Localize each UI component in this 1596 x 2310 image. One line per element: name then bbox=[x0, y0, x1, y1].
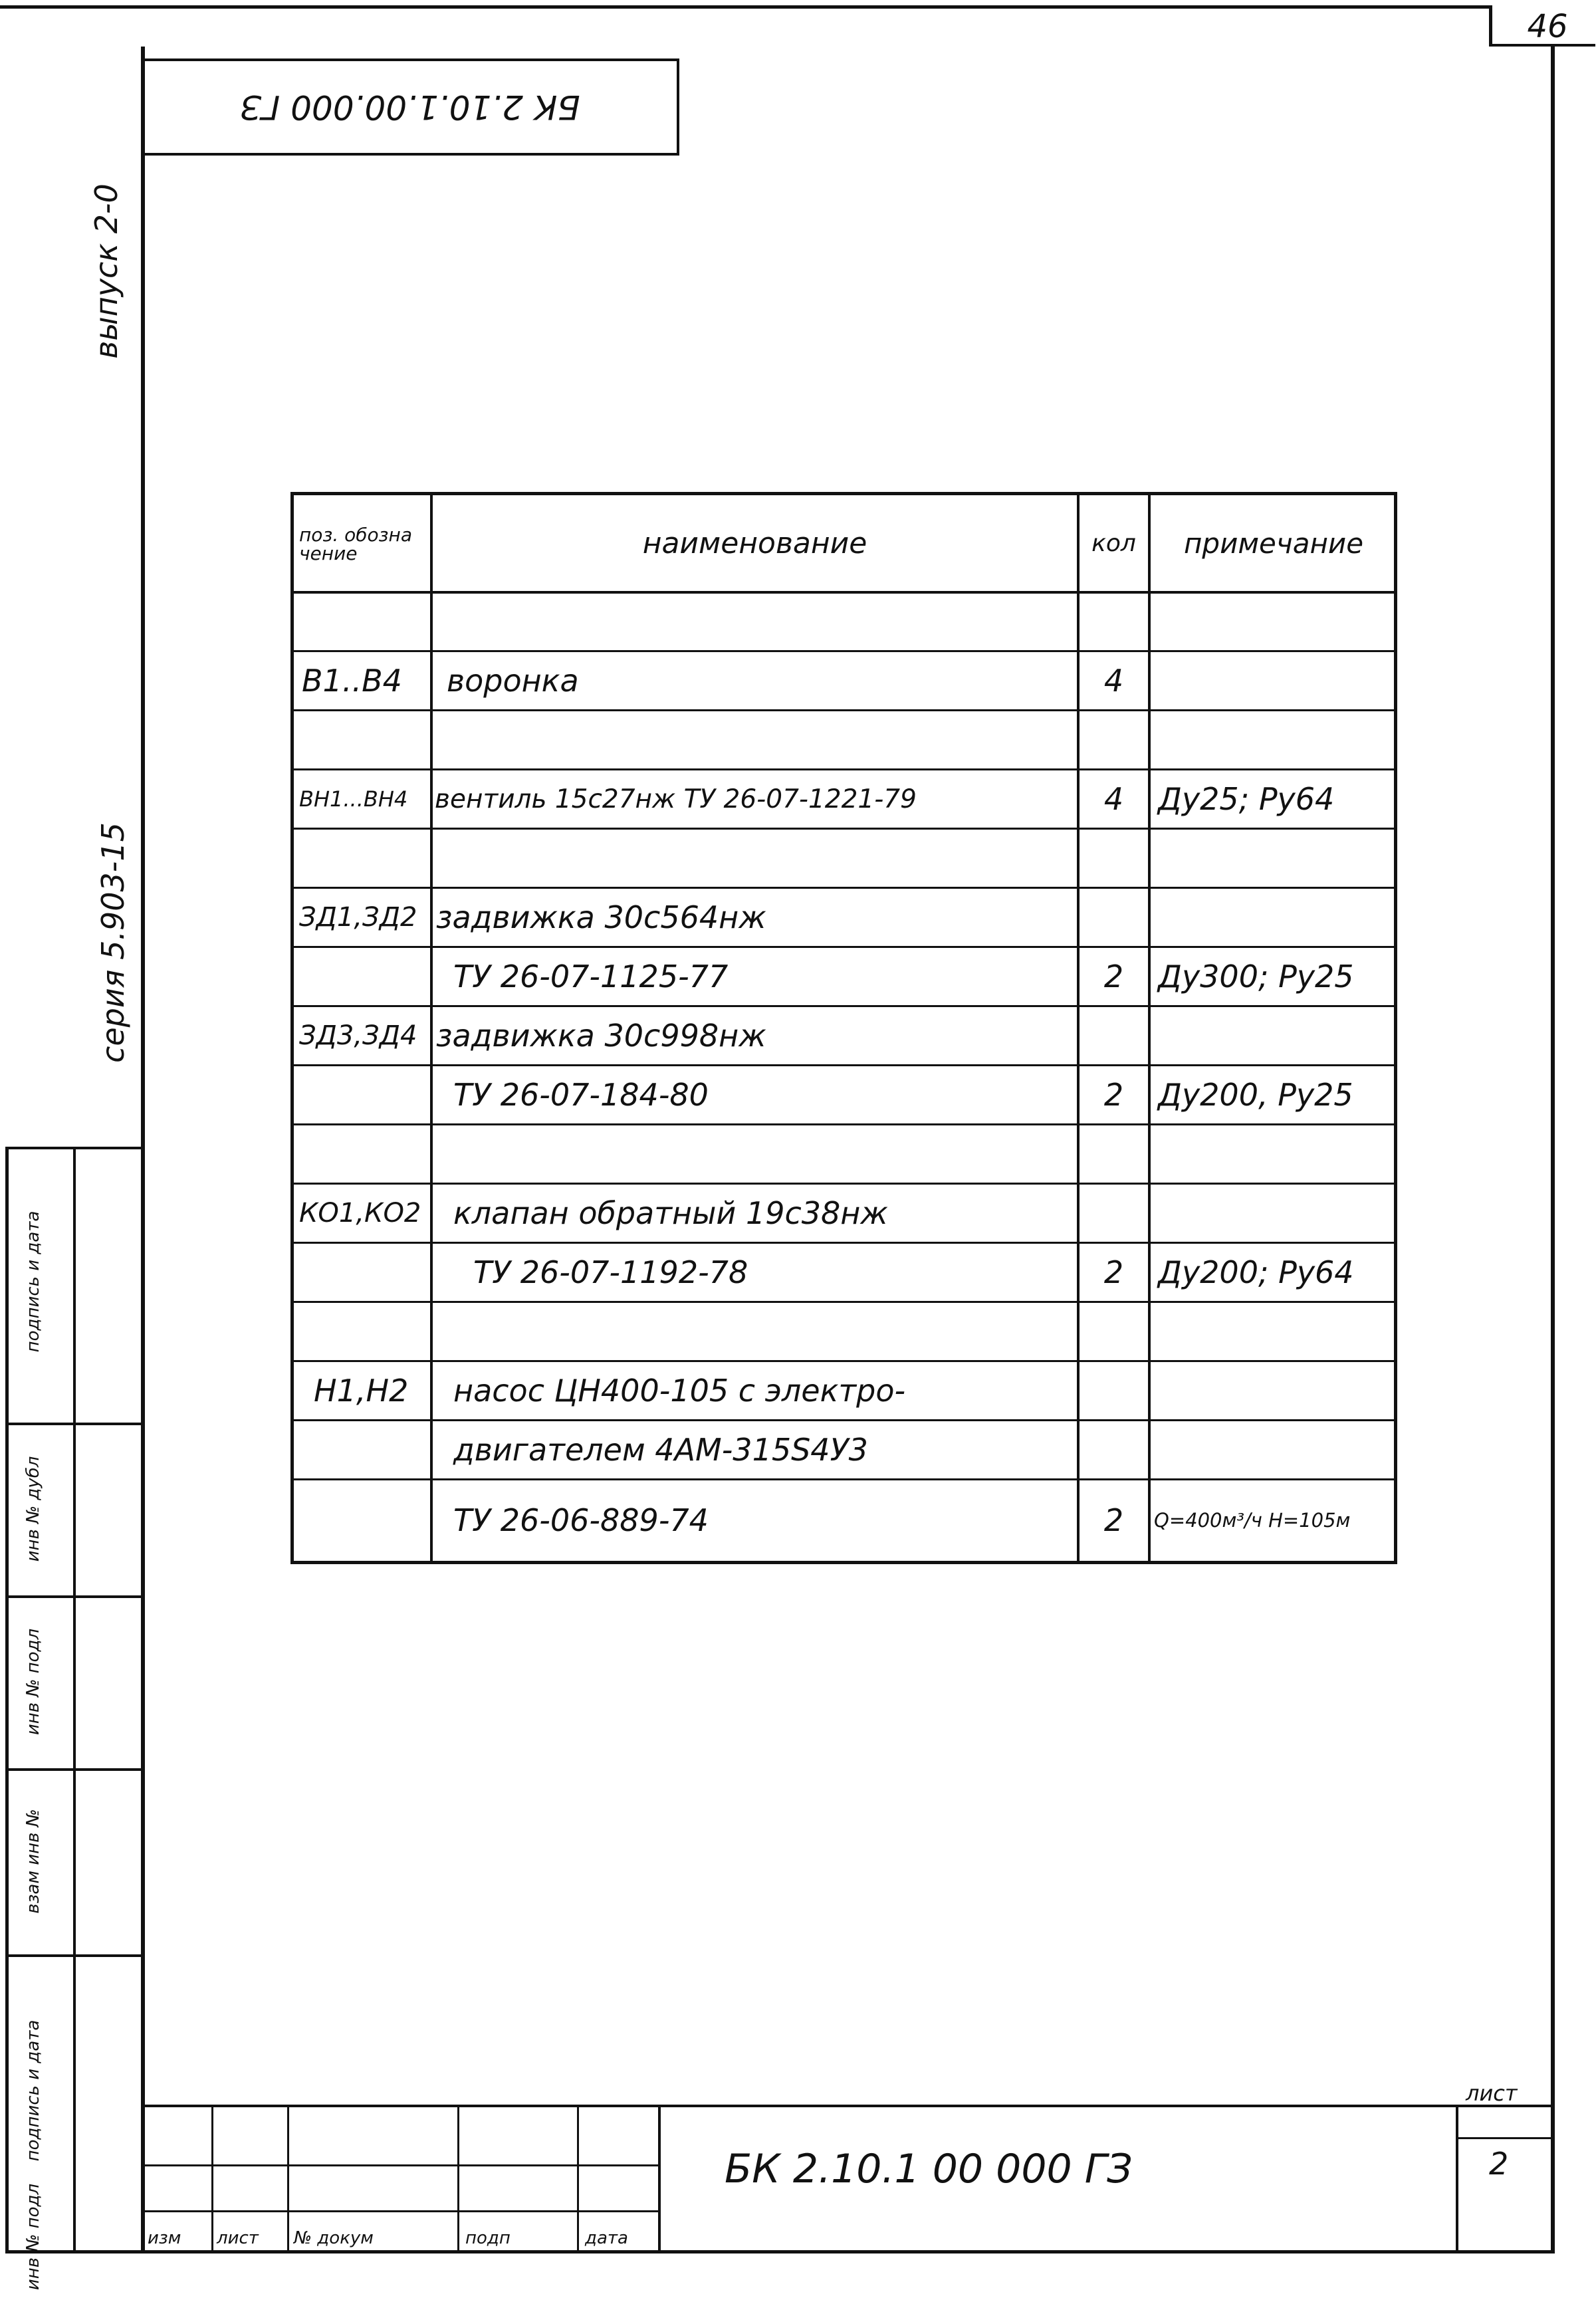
table-cell-name: клапан обратный 19с38нж bbox=[453, 1195, 888, 1231]
table-cell-name: ТУ 26-07-1192-78 bbox=[473, 1254, 748, 1290]
table-cell-name: задвижка 30с998нж bbox=[436, 1018, 766, 1054]
title-col-date: дата bbox=[585, 2228, 628, 2248]
table-cell-note: Ду200, Ру25 bbox=[1158, 1077, 1353, 1113]
table-cell-qty: 4 bbox=[1103, 663, 1124, 699]
table-cell-qty: 4 bbox=[1103, 781, 1124, 817]
stamp-label-sign-date-2: подпись и дата bbox=[23, 2020, 43, 2162]
series-label: серия 5.903-15 bbox=[95, 822, 131, 1063]
row-divider bbox=[294, 709, 1394, 711]
header-qty: кол bbox=[1091, 529, 1136, 557]
stamp-strip-rule-2 bbox=[5, 1595, 141, 1598]
table-cell-qty: 2 bbox=[1103, 959, 1124, 994]
stamp-strip-rule-4 bbox=[5, 1954, 141, 1957]
title-block-code-divider bbox=[658, 2105, 661, 2253]
table-cell-note: Q=400м³/ч Н=105м bbox=[1154, 1509, 1351, 1532]
page-number-box-left bbox=[1489, 5, 1492, 47]
inverted-code-stamp bbox=[141, 58, 679, 156]
table-cell-designation: В1..В4 bbox=[302, 663, 402, 699]
header-designation: поз. обозна чение bbox=[299, 524, 413, 564]
header-name: наименование bbox=[642, 526, 867, 560]
table-cell-name: вентиль 15с27нж ТУ 26-07-1221-79 bbox=[435, 784, 917, 814]
table-cell-qty: 2 bbox=[1103, 1502, 1124, 1538]
stamp-strip-rule-1 bbox=[5, 1423, 141, 1425]
top-border bbox=[0, 5, 1489, 9]
stamp-strip-divider bbox=[73, 1147, 76, 2253]
table-cell-designation: ВН1...ВН4 bbox=[299, 786, 408, 812]
title-block-rule-2 bbox=[141, 2210, 659, 2212]
row-divider bbox=[294, 1123, 1394, 1125]
table-cell-name: ТУ 26-07-1125-77 bbox=[453, 959, 729, 994]
table-cell-name: насос ЦН400-105 с электро- bbox=[453, 1373, 906, 1409]
col-divider-1 bbox=[430, 495, 433, 1561]
sheet-number: 2 bbox=[1489, 2146, 1509, 2182]
title-block-sheet-divider bbox=[1456, 2105, 1458, 2253]
table-cell-name: ТУ 26-07-184-80 bbox=[453, 1077, 709, 1113]
title-col-list: лист bbox=[217, 2228, 259, 2248]
table-cell-designation: Н1,Н2 bbox=[314, 1373, 409, 1409]
table-cell-designation: ЗД3,ЗД4 bbox=[299, 1020, 417, 1051]
header-note: примечание bbox=[1183, 526, 1364, 560]
title-block-col bbox=[577, 2105, 579, 2253]
title-col-doc: № докум bbox=[294, 2228, 374, 2248]
frame-right-border bbox=[1551, 47, 1555, 2253]
table-cell-name: задвижка 30с564нж bbox=[436, 899, 766, 935]
stamp-label-orig-no: инв № подл bbox=[23, 1628, 43, 1736]
table-cell-qty: 2 bbox=[1103, 1254, 1124, 1290]
specification-table bbox=[290, 492, 1397, 1564]
page-number: 46 bbox=[1527, 8, 1568, 45]
table-cell-designation: ЗД1,ЗД2 bbox=[299, 902, 417, 933]
title-block-col bbox=[457, 2105, 459, 2253]
stamp-strip-left-border bbox=[5, 1147, 9, 2253]
row-divider bbox=[294, 1301, 1394, 1303]
stamp-label-orig-no-2: инв № подл bbox=[23, 2183, 43, 2291]
col-divider-3 bbox=[1148, 495, 1151, 1561]
inverted-code-text: БК 2.10.1.00.000 ГЗ bbox=[240, 88, 580, 126]
title-block-rule-1 bbox=[141, 2164, 659, 2166]
row-divider bbox=[294, 828, 1394, 830]
table-cell-name: двигателем 4АМ-315S4У3 bbox=[453, 1432, 868, 1468]
stamp-strip-rule-3 bbox=[5, 1768, 141, 1771]
sheet-label: лист bbox=[1466, 2081, 1518, 2106]
table-cell-name: воронка bbox=[447, 663, 579, 699]
table-cell-qty: 2 bbox=[1103, 1077, 1124, 1113]
table-cell-note: Ду25; Ру64 bbox=[1158, 781, 1335, 817]
title-block-sheet-rule bbox=[1456, 2137, 1555, 2139]
document-code: БК 2.10.1 00 000 ГЗ bbox=[725, 2146, 1133, 2192]
table-cell-note: Ду200; Ру64 bbox=[1158, 1254, 1354, 1290]
header-divider bbox=[294, 591, 1394, 594]
table-cell-note: Ду300; Ру25 bbox=[1158, 959, 1354, 994]
stamp-label-dup-no: инв № дубл bbox=[23, 1456, 43, 1562]
title-block-col bbox=[211, 2105, 213, 2253]
table-cell-name: ТУ 26-06-889-74 bbox=[453, 1502, 709, 1538]
title-block-col bbox=[287, 2105, 289, 2253]
title-block-top bbox=[141, 2105, 1555, 2107]
title-col-sign: подп bbox=[465, 2228, 511, 2248]
stamp-label-sign-date: подпись и дата bbox=[23, 1211, 43, 1353]
frame-left-border bbox=[141, 47, 145, 2253]
issue-label: выпуск 2-0 bbox=[88, 183, 124, 359]
frame-bottom-border bbox=[5, 2250, 1555, 2253]
title-col-izm: изм bbox=[148, 2228, 181, 2248]
table-cell-designation: КО1,КО2 bbox=[299, 1198, 421, 1228]
stamp-label-replace-no: взам инв № bbox=[23, 1809, 43, 1914]
